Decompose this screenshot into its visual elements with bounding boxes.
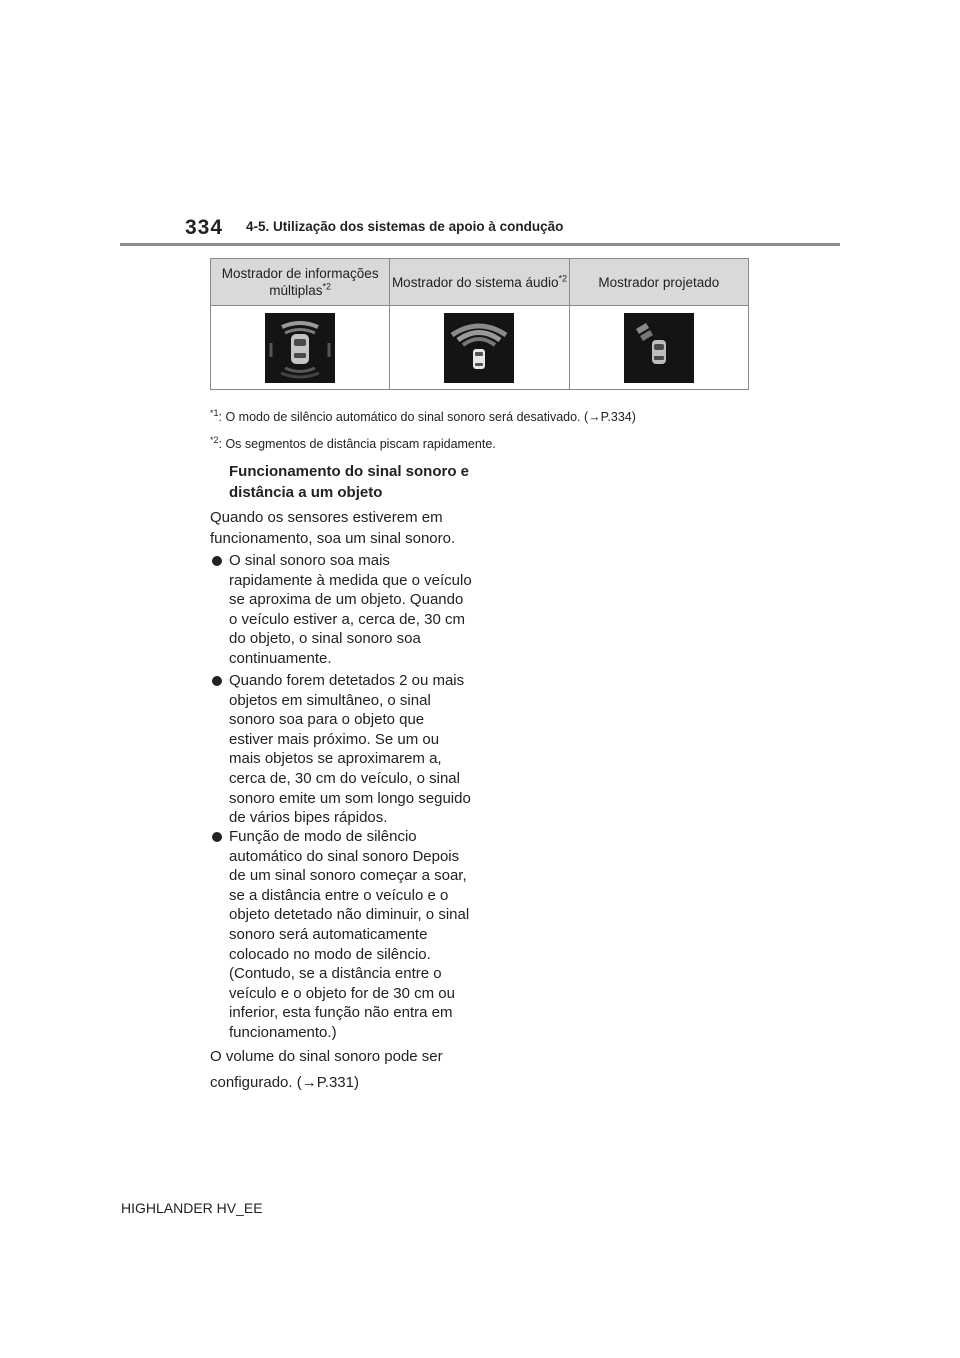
list-item-text: O sinal sonoro soa mais rapidamente à medida que o veículo se aproxima de um objeto. Quando o veículo estiver a, cerca de, 30 cm do objeto, o sinal sonoro soa continuamente. <box>229 552 472 667</box>
table-image-row <box>211 306 749 390</box>
bullet-icon <box>212 832 222 842</box>
table-cell <box>569 306 748 390</box>
table-cell <box>211 306 390 390</box>
display-indicator-table <box>210 258 749 390</box>
column-footnote-marker: *2 <box>558 273 568 283</box>
column-label: Mostrador projetado <box>598 274 720 290</box>
table-cell <box>390 306 569 390</box>
footnote-marker: *1 <box>210 408 219 418</box>
intro-paragraph: Quando os sensores estiverem em funcionamento, soa um sinal sonoro. <box>210 509 456 547</box>
list-item-text: Função de modo de silêncio automático do sinal sonoro Depois de um sinal sonoro começar a soar, se a distância entre o veículo e o objeto detetado não diminuir, o sinal sonoro será automaticamente colocado no modo de silêncio. (Contudo, se a distância entre o veículo e o objeto for de 30 cm ou inferior, esta função não entra em funcionamento.) <box>229 828 470 1041</box>
footnote-2 <box>210 435 496 451</box>
column-footnote-marker: *2 <box>322 281 332 292</box>
column-label: Mostrador do sistema áudio <box>391 274 559 290</box>
bullet-icon <box>212 556 222 566</box>
footer-model-name: HIGHLANDER HV_EE <box>121 1200 263 1216</box>
list-item <box>212 551 472 669</box>
audio-display-sensor-icon <box>444 313 514 383</box>
subheading: Funcionamento do sinal sonoro e distância a um objeto <box>229 463 470 501</box>
footnote-text: : O modo de silêncio automático do sinal sonoro será desativado. (→P.334) <box>218 410 636 425</box>
column-label: Mostrador de informações múltiplas <box>221 266 379 298</box>
list-item-text: Quando forem detetados 2 ou mais objetos em simultâneo, o sinal sonoro soa para o objeto que estiver mais próximo. Se um ou mais objetos se aproximarem a, cerca de, 30 cm do veículo, o sinal sonoro emite um som longo seguido de vários bipes rápidos. <box>229 672 471 827</box>
page-number: 334 <box>185 216 224 239</box>
column-header-audio <box>390 259 569 306</box>
section-title: 4-5. Utilização dos sistemas de apoio à condução <box>246 219 564 234</box>
header-divider <box>120 243 840 246</box>
list-item <box>212 671 472 828</box>
column-header-head-up <box>569 259 748 306</box>
table-header-row <box>211 259 749 306</box>
footnote-text: : Os segmentos de distância piscam rapidamente. <box>218 437 496 452</box>
closing-paragraph: O volume do sinal sonoro pode ser configurado. (→P.331) <box>210 1048 443 1091</box>
head-up-display-sensor-icon <box>624 313 694 383</box>
footnote-1 <box>210 408 636 424</box>
column-header-multi-info <box>211 259 390 306</box>
multi-info-display-sensor-icon <box>265 313 335 383</box>
footnote-marker: *2 <box>210 435 219 445</box>
bullet-icon <box>212 676 222 686</box>
list-item <box>212 827 472 1043</box>
